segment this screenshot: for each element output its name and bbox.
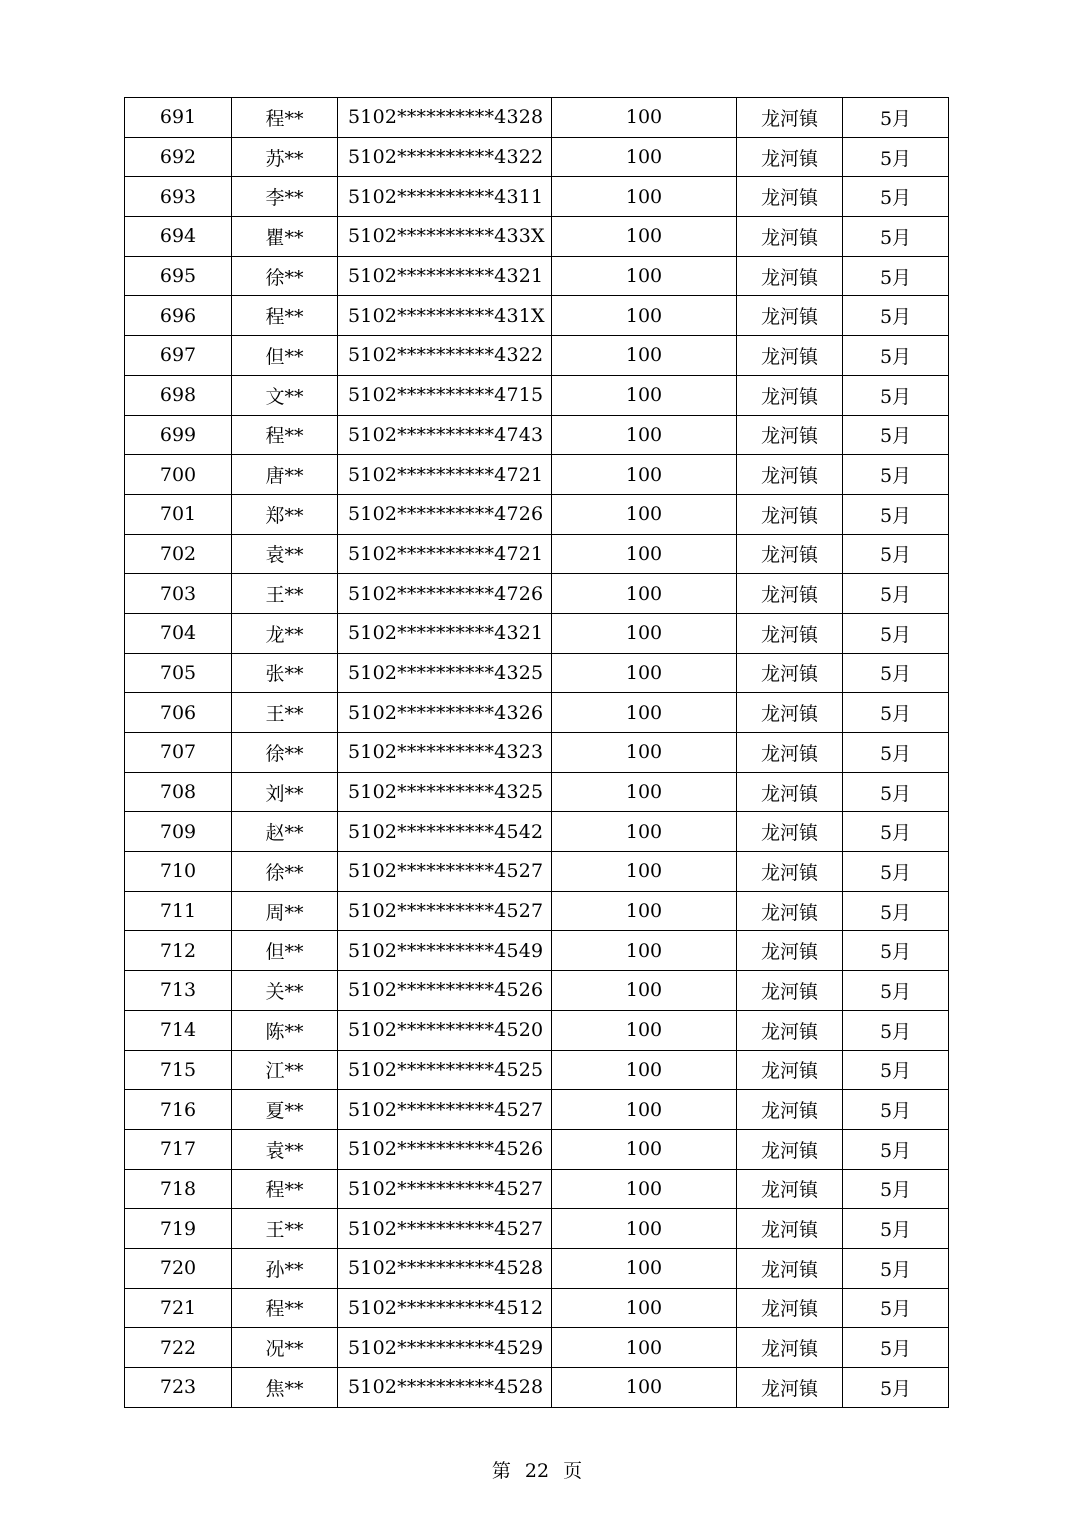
name-cell: 焦**	[232, 1368, 338, 1408]
town-cell: 龙河镇	[737, 1169, 843, 1209]
table-row	[125, 1209, 949, 1249]
name-cell: 袁**	[232, 1129, 338, 1169]
row-number-cell: 709	[125, 812, 232, 852]
table-row	[125, 852, 949, 892]
id-number-cell: 5102**********4527	[338, 1169, 552, 1209]
month-cell: 5月	[843, 217, 949, 257]
name-cell: 程**	[232, 1288, 338, 1328]
name-cell: 文**	[232, 375, 338, 415]
id-number-cell: 5102**********4721	[338, 455, 552, 495]
row-number-cell: 718	[125, 1169, 232, 1209]
row-number-cell: 702	[125, 534, 232, 574]
name-cell: 李**	[232, 177, 338, 217]
row-number-cell: 710	[125, 852, 232, 892]
table-row	[125, 891, 949, 931]
town-cell: 龙河镇	[737, 1010, 843, 1050]
name-cell: 龙**	[232, 613, 338, 653]
row-number-cell: 713	[125, 971, 232, 1011]
town-cell: 龙河镇	[737, 971, 843, 1011]
row-number-cell: 699	[125, 415, 232, 455]
table-row	[125, 534, 949, 574]
month-cell: 5月	[843, 1288, 949, 1328]
row-number-cell: 712	[125, 931, 232, 971]
month-cell: 5月	[843, 177, 949, 217]
table-row	[125, 455, 949, 495]
row-number-cell: 706	[125, 693, 232, 733]
month-cell: 5月	[843, 98, 949, 138]
name-cell: 王**	[232, 574, 338, 614]
month-cell: 5月	[843, 1090, 949, 1130]
id-number-cell: 5102**********4726	[338, 574, 552, 614]
town-cell: 龙河镇	[737, 1090, 843, 1130]
id-number-cell: 5102**********4321	[338, 613, 552, 653]
town-cell: 龙河镇	[737, 1248, 843, 1288]
amount-cell: 100	[552, 1209, 737, 1249]
month-cell: 5月	[843, 256, 949, 296]
amount-cell: 100	[552, 415, 737, 455]
amount-cell: 100	[552, 891, 737, 931]
town-cell: 龙河镇	[737, 812, 843, 852]
town-cell: 龙河镇	[737, 1209, 843, 1249]
id-number-cell: 5102**********4726	[338, 494, 552, 534]
id-number-cell: 5102**********4527	[338, 1090, 552, 1130]
month-cell: 5月	[843, 336, 949, 376]
town-cell: 龙河镇	[737, 1288, 843, 1328]
amount-cell: 100	[552, 177, 737, 217]
amount-cell: 100	[552, 1169, 737, 1209]
name-cell: 王**	[232, 693, 338, 733]
row-number-cell: 716	[125, 1090, 232, 1130]
row-number-cell: 715	[125, 1050, 232, 1090]
town-cell: 龙河镇	[737, 137, 843, 177]
month-cell: 5月	[843, 971, 949, 1011]
table-row	[125, 574, 949, 614]
id-number-cell: 5102**********4528	[338, 1368, 552, 1408]
row-number-cell: 704	[125, 613, 232, 653]
table-row	[125, 98, 949, 138]
town-cell: 龙河镇	[737, 1129, 843, 1169]
id-number-cell: 5102**********433X	[338, 217, 552, 257]
id-number-cell: 5102**********4323	[338, 733, 552, 773]
name-cell: 关**	[232, 971, 338, 1011]
row-number-cell: 700	[125, 455, 232, 495]
amount-cell: 100	[552, 852, 737, 892]
town-cell: 龙河镇	[737, 256, 843, 296]
roster-table	[124, 97, 949, 1408]
id-number-cell: 5102**********4526	[338, 1129, 552, 1169]
month-cell: 5月	[843, 733, 949, 773]
town-cell: 龙河镇	[737, 693, 843, 733]
table-row	[125, 415, 949, 455]
name-cell: 徐**	[232, 852, 338, 892]
amount-cell: 100	[552, 455, 737, 495]
row-number-cell: 692	[125, 137, 232, 177]
month-cell: 5月	[843, 931, 949, 971]
table-row	[125, 1010, 949, 1050]
row-number-cell: 722	[125, 1328, 232, 1368]
amount-cell: 100	[552, 733, 737, 773]
month-cell: 5月	[843, 891, 949, 931]
name-cell: 苏**	[232, 137, 338, 177]
name-cell: 程**	[232, 1169, 338, 1209]
table-row	[125, 217, 949, 257]
town-cell: 龙河镇	[737, 931, 843, 971]
month-cell: 5月	[843, 1010, 949, 1050]
row-number-cell: 707	[125, 733, 232, 773]
town-cell: 龙河镇	[737, 574, 843, 614]
town-cell: 龙河镇	[737, 217, 843, 257]
page-number: 22	[524, 1460, 550, 1482]
town-cell: 龙河镇	[737, 852, 843, 892]
town-cell: 龙河镇	[737, 613, 843, 653]
id-number-cell: 5102**********4527	[338, 1209, 552, 1249]
name-cell: 袁**	[232, 534, 338, 574]
row-number-cell: 719	[125, 1209, 232, 1249]
id-number-cell: 5102**********4528	[338, 1248, 552, 1288]
id-number-cell: 5102**********4520	[338, 1010, 552, 1050]
name-cell: 赵**	[232, 812, 338, 852]
month-cell: 5月	[843, 574, 949, 614]
row-number-cell: 720	[125, 1248, 232, 1288]
amount-cell: 100	[552, 217, 737, 257]
name-cell: 瞿**	[232, 217, 338, 257]
name-cell: 张**	[232, 653, 338, 693]
id-number-cell: 5102**********4322	[338, 137, 552, 177]
id-number-cell: 5102**********4527	[338, 891, 552, 931]
town-cell: 龙河镇	[737, 891, 843, 931]
row-number-cell: 703	[125, 574, 232, 614]
month-cell: 5月	[843, 1129, 949, 1169]
month-cell: 5月	[843, 375, 949, 415]
row-number-cell: 714	[125, 1010, 232, 1050]
row-number-cell: 711	[125, 891, 232, 931]
id-number-cell: 5102**********4328	[338, 98, 552, 138]
name-cell: 程**	[232, 296, 338, 336]
row-number-cell: 693	[125, 177, 232, 217]
table-row	[125, 812, 949, 852]
town-cell: 龙河镇	[737, 494, 843, 534]
amount-cell: 100	[552, 256, 737, 296]
name-cell: 刘**	[232, 772, 338, 812]
table-row	[125, 1169, 949, 1209]
amount-cell: 100	[552, 1328, 737, 1368]
town-cell: 龙河镇	[737, 1368, 843, 1408]
month-cell: 5月	[843, 455, 949, 495]
amount-cell: 100	[552, 1368, 737, 1408]
town-cell: 龙河镇	[737, 653, 843, 693]
id-number-cell: 5102**********431X	[338, 296, 552, 336]
id-number-cell: 5102**********4325	[338, 653, 552, 693]
name-cell: 郑**	[232, 494, 338, 534]
row-number-cell: 723	[125, 1368, 232, 1408]
name-cell: 但**	[232, 336, 338, 376]
amount-cell: 100	[552, 296, 737, 336]
amount-cell: 100	[552, 772, 737, 812]
id-number-cell: 5102**********4325	[338, 772, 552, 812]
page-suffix: 页	[563, 1460, 583, 1482]
table-row	[125, 613, 949, 653]
table-row	[125, 336, 949, 376]
name-cell: 程**	[232, 98, 338, 138]
amount-cell: 100	[552, 336, 737, 376]
table-row	[125, 177, 949, 217]
name-cell: 但**	[232, 931, 338, 971]
name-cell: 孙**	[232, 1248, 338, 1288]
month-cell: 5月	[843, 415, 949, 455]
id-number-cell: 5102**********4311	[338, 177, 552, 217]
amount-cell: 100	[552, 971, 737, 1011]
name-cell: 唐**	[232, 455, 338, 495]
table-row	[125, 1129, 949, 1169]
id-number-cell: 5102**********4525	[338, 1050, 552, 1090]
amount-cell: 100	[552, 137, 737, 177]
row-number-cell: 691	[125, 98, 232, 138]
table-row	[125, 1328, 949, 1368]
id-number-cell: 5102**********4527	[338, 852, 552, 892]
name-cell: 周**	[232, 891, 338, 931]
id-number-cell: 5102**********4322	[338, 336, 552, 376]
amount-cell: 100	[552, 534, 737, 574]
amount-cell: 100	[552, 494, 737, 534]
row-number-cell: 694	[125, 217, 232, 257]
table-row	[125, 494, 949, 534]
month-cell: 5月	[843, 852, 949, 892]
month-cell: 5月	[843, 534, 949, 574]
amount-cell: 100	[552, 931, 737, 971]
month-cell: 5月	[843, 653, 949, 693]
town-cell: 龙河镇	[737, 772, 843, 812]
page-prefix: 第	[491, 1460, 511, 1482]
table-row	[125, 1368, 949, 1408]
name-cell: 王**	[232, 1209, 338, 1249]
amount-cell: 100	[552, 812, 737, 852]
amount-cell: 100	[552, 613, 737, 653]
id-number-cell: 5102**********4542	[338, 812, 552, 852]
table-row	[125, 1248, 949, 1288]
amount-cell: 100	[552, 1010, 737, 1050]
amount-cell: 100	[552, 653, 737, 693]
month-cell: 5月	[843, 1169, 949, 1209]
row-number-cell: 701	[125, 494, 232, 534]
table-row	[125, 256, 949, 296]
town-cell: 龙河镇	[737, 534, 843, 574]
name-cell: 陈**	[232, 1010, 338, 1050]
town-cell: 龙河镇	[737, 733, 843, 773]
month-cell: 5月	[843, 693, 949, 733]
id-number-cell: 5102**********4512	[338, 1288, 552, 1328]
amount-cell: 100	[552, 98, 737, 138]
month-cell: 5月	[843, 1328, 949, 1368]
town-cell: 龙河镇	[737, 455, 843, 495]
roster-table-body	[125, 98, 949, 1408]
id-number-cell: 5102**********4326	[338, 693, 552, 733]
row-number-cell: 721	[125, 1288, 232, 1328]
amount-cell: 100	[552, 1050, 737, 1090]
amount-cell: 100	[552, 1090, 737, 1130]
town-cell: 龙河镇	[737, 375, 843, 415]
month-cell: 5月	[843, 1248, 949, 1288]
month-cell: 5月	[843, 137, 949, 177]
amount-cell: 100	[552, 375, 737, 415]
table-row	[125, 772, 949, 812]
table-row	[125, 1288, 949, 1328]
table-row	[125, 137, 949, 177]
table-row	[125, 375, 949, 415]
table-row	[125, 733, 949, 773]
row-number-cell: 697	[125, 336, 232, 376]
month-cell: 5月	[843, 494, 949, 534]
town-cell: 龙河镇	[737, 415, 843, 455]
id-number-cell: 5102**********4743	[338, 415, 552, 455]
month-cell: 5月	[843, 812, 949, 852]
name-cell: 夏**	[232, 1090, 338, 1130]
town-cell: 龙河镇	[737, 98, 843, 138]
table-row	[125, 931, 949, 971]
row-number-cell: 698	[125, 375, 232, 415]
id-number-cell: 5102**********4526	[338, 971, 552, 1011]
name-cell: 程**	[232, 415, 338, 455]
amount-cell: 100	[552, 1248, 737, 1288]
row-number-cell: 717	[125, 1129, 232, 1169]
id-number-cell: 5102**********4321	[338, 256, 552, 296]
table-row	[125, 296, 949, 336]
month-cell: 5月	[843, 1050, 949, 1090]
table-row	[125, 1050, 949, 1090]
id-number-cell: 5102**********4549	[338, 931, 552, 971]
month-cell: 5月	[843, 613, 949, 653]
name-cell: 徐**	[232, 733, 338, 773]
town-cell: 龙河镇	[737, 1328, 843, 1368]
id-number-cell: 5102**********4715	[338, 375, 552, 415]
row-number-cell: 708	[125, 772, 232, 812]
town-cell: 龙河镇	[737, 1050, 843, 1090]
page-footer	[0, 1456, 1074, 1483]
table-row	[125, 653, 949, 693]
amount-cell: 100	[552, 1129, 737, 1169]
id-number-cell: 5102**********4529	[338, 1328, 552, 1368]
month-cell: 5月	[843, 1209, 949, 1249]
row-number-cell: 696	[125, 296, 232, 336]
name-cell: 徐**	[232, 256, 338, 296]
amount-cell: 100	[552, 1288, 737, 1328]
row-number-cell: 705	[125, 653, 232, 693]
table-row	[125, 693, 949, 733]
name-cell: 江**	[232, 1050, 338, 1090]
id-number-cell: 5102**********4721	[338, 534, 552, 574]
month-cell: 5月	[843, 772, 949, 812]
town-cell: 龙河镇	[737, 336, 843, 376]
amount-cell: 100	[552, 693, 737, 733]
table-row	[125, 971, 949, 1011]
month-cell: 5月	[843, 296, 949, 336]
row-number-cell: 695	[125, 256, 232, 296]
town-cell: 龙河镇	[737, 296, 843, 336]
name-cell: 况**	[232, 1328, 338, 1368]
table-row	[125, 1090, 949, 1130]
town-cell: 龙河镇	[737, 177, 843, 217]
month-cell: 5月	[843, 1368, 949, 1408]
amount-cell: 100	[552, 574, 737, 614]
